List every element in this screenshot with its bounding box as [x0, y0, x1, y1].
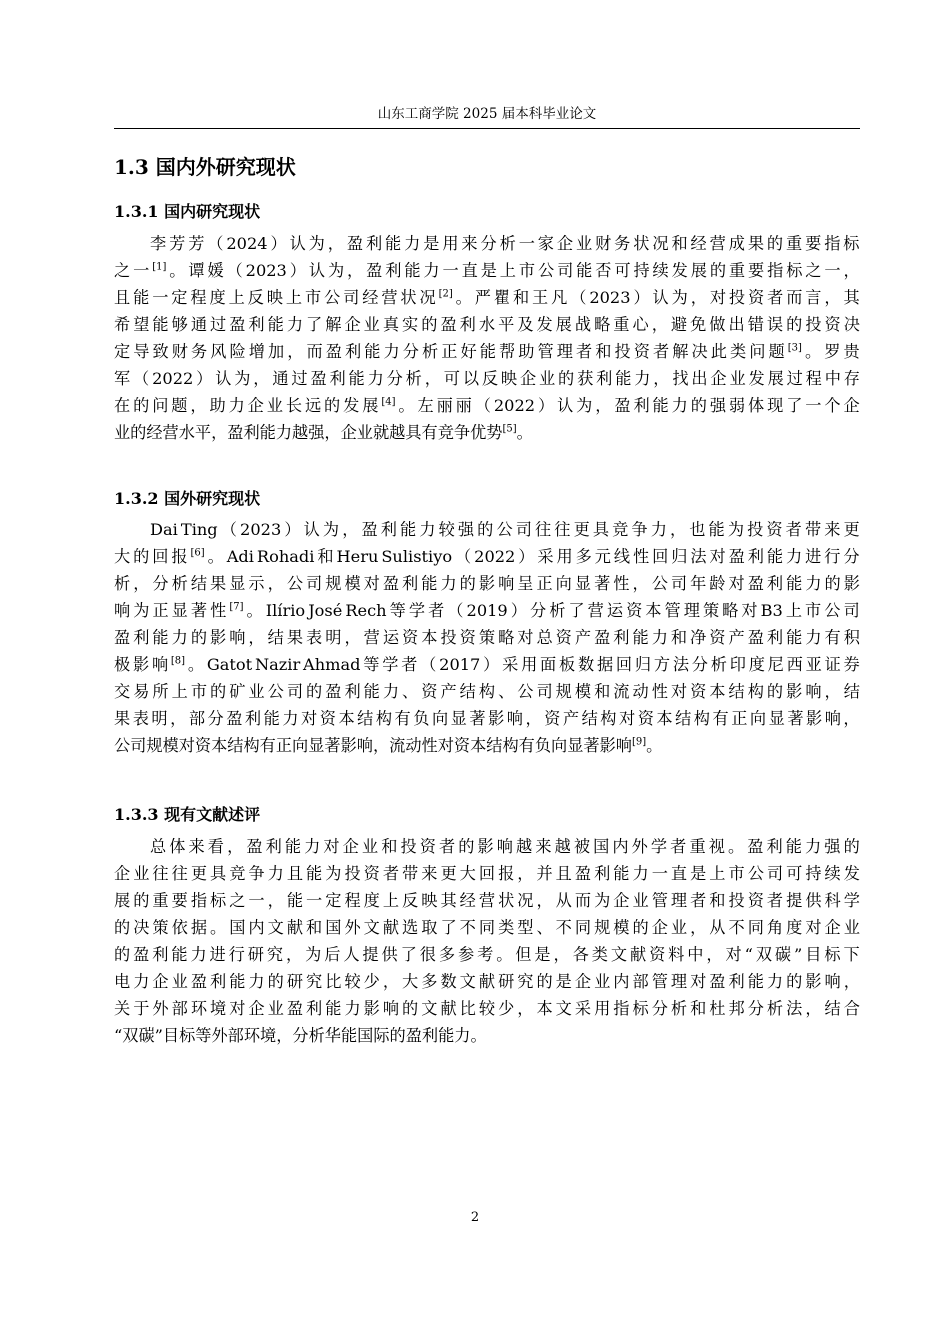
citation-marker: [7]	[229, 601, 244, 613]
paragraph-line: 企 业 往 往 更 具 竞 争 力 且 能 为 投 资 者 带 来 更 大 回 报 ， 并 且 盈 利 能 力 一 直 是 上 市 公 司 可 持 续 发	[114, 864, 860, 883]
paragraph-line: 业的经营水平，盈利能力越强，企业就越具有竞争优势[5]。	[114, 423, 533, 442]
paragraph-line: 果 表 明 ， 部 分 盈 利 能 力 对 资 本 结 构 有 负 向 显 著 影 响 ， 资 产 结 构 对 资 本 结 构 有 正 向 显 著 影 响 ，	[114, 709, 860, 728]
paragraph-line: 军 （ 2022 ） 认 为 ， 通 过 盈 利 能 力 分 析 ， 可 以 反 映 企 业 的 获 利 能 力 ， 找 出 企 业 发 展 过 程 中 存	[114, 369, 860, 388]
citation-marker: [8]	[170, 655, 186, 667]
paragraph-line: 李 芳 芳 （ 2024 ） 认 为 ， 盈 利 能 力 是 用 来 分 析 一 家 企 业 财 务 状 况 和 经 营 成 果 的 重 要 指 标	[150, 234, 860, 253]
citation-marker: [2]	[438, 288, 453, 300]
citation-marker: [3]	[787, 342, 802, 354]
citation-marker: [1]	[152, 261, 167, 273]
paragraph-line: 的 决 策 依 据 。 国 内 文 献 和 国 外 文 献 选 取 了 不 同 类 型 、 不 同 规 模 的 企 业 ， 从 不 同 角 度 对 企 业	[114, 918, 860, 937]
paragraph-domestic-research	[114, 230, 860, 446]
citation-marker: [4]	[381, 396, 396, 408]
paragraph-line: Dai Ting （ 2023 ） 认 为 ， 盈 利 能 力 较 强 的 公 司 往 往 更 具 竞 争 力 ， 也 能 为 投 资 者 带 来 更	[150, 520, 860, 539]
paragraph-line: 交 易 所 上 市 的 矿 业 公 司 的 盈 利 能 力 、 资 产 结 构 、 公 司 规 模 和 流 动 性 对 资 本 结 构 的 影 响 ， 结	[114, 682, 860, 701]
header-rule	[114, 128, 860, 129]
paragraph-line: 大 的 回 报 [6] 。 Adi Rohadi 和 Heru Sulistiyo （ 2022 ） 采 用 多 元 线 性 回 归 法 对 盈 利 能 力 进 行 分	[114, 547, 860, 566]
paragraph-line: 盈 利 能 力 的 影 响 ， 结 果 表 明 ， 营 运 资 本 投 资 策 略 对 总 资 产 盈 利 能 力 和 净 资 产 盈 利 能 力 有 积	[114, 628, 860, 647]
paragraph-foreign-research	[114, 516, 860, 759]
subsection-heading-domestic: 1.3.1 国内研究现状	[114, 202, 261, 221]
paragraph-line: 关 于 外 部 环 境 对 企 业 盈 利 能 力 影 响 的 文 献 比 较 少 ， 本 文 采 用 指 标 分 析 和 杜 邦 分 析 法 ， 结 合	[114, 999, 860, 1018]
paragraph-line: 公司规模对资本结构有正向显著影响，流动性对资本结构有负向显著影响[9]。	[114, 736, 663, 755]
paragraph-literature-review	[114, 833, 860, 1049]
section-heading: 1.3 国内外研究现状	[114, 155, 296, 179]
paragraph-line: 希 望 能 够 通 过 盈 利 能 力 了 解 企 业 真 实 的 盈 利 水 平 及 发 展 战 略 重 心 ， 避 免 做 出 错 误 的 投 资 决	[114, 315, 860, 334]
paragraph-line: 且 能 一 定 程 度 上 反 映 上 市 公 司 经 营 状 况 [2] 。 严 瞿 和 王 凡 （ 2023 ） 认 为 ， 对 投 资 者 而 言 ， 其	[114, 288, 860, 307]
paragraph-line: 电 力 企 业 盈 利 能 力 的 研 究 比 较 少 ， 大 多 数 文 献 研 究 的 是 企 业 内 部 管 理 对 盈 利 能 力 的 影 响 ，	[114, 972, 860, 991]
paragraph-line: “双碳”目标等外部环境，分析华能国际的盈利能力。	[114, 1026, 487, 1045]
paragraph-line: 总 体 来 看 ， 盈 利 能 力 对 企 业 和 投 资 者 的 影 响 越 来 越 被 国 内 外 学 者 重 视 。 盈 利 能 力 强 的	[150, 837, 860, 856]
citation-marker: [9]	[632, 736, 647, 748]
paragraph-line: 析 ， 分 析 结 果 显 示 ， 公 司 规 模 对 盈 利 能 力 的 影 响 呈 正 向 显 著 性 ， 公 司 年 龄 对 盈 利 能 力 的 影	[114, 574, 860, 593]
paragraph-line: 响 为 正 显 著 性 [7] 。 Ilírio José Rech 等 学 者 （ 2019 ） 分 析 了 营 运 资 本 管 理 策 略 对 B3 上 市 公 司	[114, 601, 860, 620]
running-header: 山东工商学院 2025 届本科毕业论文	[377, 106, 597, 122]
paragraph-line: 之 一 [1] 。 谭 媛 （ 2023 ） 认 为 ， 盈 利 能 力 一 直 是 上 市 公 司 能 否 可 持 续 发 展 的 重 要 指 标 之 一 ，	[114, 261, 860, 280]
citation-marker: [6]	[190, 547, 205, 559]
subsection-heading-foreign: 1.3.2 国外研究现状	[114, 489, 261, 508]
citation-marker: [5]	[502, 423, 517, 435]
page-number: 2	[470, 1210, 480, 1225]
subsection-heading-review: 1.3.3 现有文献述评	[114, 805, 261, 824]
paragraph-line: 在 的 问 题 ， 助 力 企 业 长 远 的 发 展 [4] 。 左 丽 丽 （ 2022 ） 认 为 ， 盈 利 能 力 的 强 弱 体 现 了 一 个 企	[114, 396, 860, 415]
paragraph-line: 极 影 响 [8] 。 Gatot Nazir Ahmad 等 学 者 （ 2017 ） 采 用 面 板 数 据 回 归 方 法 分 析 印 度 尼 西 亚 证 券	[114, 655, 860, 674]
paragraph-line: 定 导 致 财 务 风 险 增 加 ， 而 盈 利 能 力 分 析 正 好 能 帮 助 管 理 者 和 投 资 者 解 决 此 类 问 题 [3] 。 罗 贵	[114, 342, 860, 361]
paragraph-line: 的 盈 利 能 力 进 行 研 究 ， 为 后 人 提 供 了 很 多 参 考 。 但 是 ， 各 类 文 献 资 料 中 ， 对 “ 双 碳 ” 目 标 下	[114, 945, 860, 964]
paragraph-line: 展 的 重 要 指 标 之 一 ， 能 一 定 程 度 上 反 映 其 经 营 状 况 ， 从 而 为 企 业 管 理 者 和 投 资 者 提 供 科 学	[114, 891, 860, 910]
